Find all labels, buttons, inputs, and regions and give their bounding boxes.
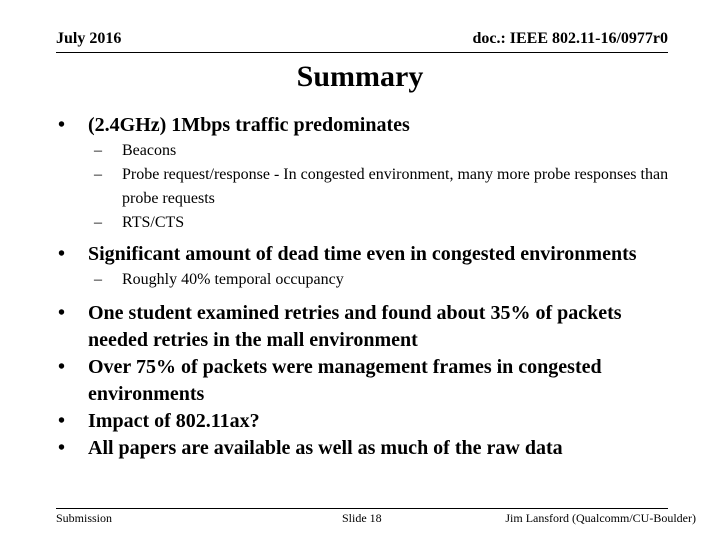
bullet-text: Over 75% of packets were management frames in congested environments: [88, 356, 602, 405]
bullet-icon: •: [58, 114, 66, 136]
sub-item: [58, 268, 678, 292]
bullet-item: [58, 435, 678, 462]
header-divider: [56, 52, 668, 53]
bullet-item: [58, 300, 678, 354]
bullet-item: [58, 241, 678, 268]
bullet-text: One student examined retries and found about 35% of packets needed retries in the mall environment: [88, 302, 622, 351]
slide-title: Summary: [296, 60, 424, 93]
header-doc-id: doc.: IEEE 802.11-16/0977r0: [472, 30, 668, 47]
bullet-item: [58, 112, 678, 139]
dash-icon: –: [94, 214, 102, 231]
bullet-icon: •: [58, 410, 66, 432]
slide-content: [58, 112, 678, 462]
sub-list: [58, 139, 678, 235]
header-date: July 2016: [56, 30, 122, 47]
bullet-icon: •: [58, 243, 66, 265]
sub-item-text: RTS/CTS: [122, 214, 185, 231]
sub-item-text: Probe request/response - In congested environment, many more probe responses than probe requests: [122, 166, 669, 207]
bullet-icon: •: [58, 356, 66, 378]
footer-slide-number: Slide 18: [342, 511, 382, 525]
sub-item-text: Roughly 40% temporal occupancy: [122, 271, 344, 288]
dash-icon: –: [94, 271, 102, 288]
footer-author: Jim Lansford (Qualcomm/CU-Boulder): [505, 511, 696, 525]
dash-icon: –: [94, 166, 102, 183]
footer-submission: Submission: [56, 511, 113, 525]
bullet-text: All papers are available as well as much of the raw data: [88, 437, 563, 459]
dash-icon: –: [94, 142, 102, 159]
bullet-icon: •: [58, 437, 66, 459]
bullet-text: (2.4GHz) 1Mbps traffic predominates: [88, 114, 410, 136]
bullet-item: [58, 408, 678, 435]
sub-list: [58, 268, 678, 292]
sub-item: [58, 211, 678, 235]
sub-item: [58, 139, 678, 163]
sub-item: [58, 163, 678, 211]
bullet-item: [58, 354, 678, 408]
sub-item-text: Beacons: [122, 142, 177, 159]
footer-divider: [56, 508, 668, 509]
bullet-text: Impact of 802.11ax?: [88, 410, 260, 432]
bullet-icon: •: [58, 302, 66, 324]
bullet-text: Significant amount of dead time even in congested environments: [88, 243, 637, 265]
